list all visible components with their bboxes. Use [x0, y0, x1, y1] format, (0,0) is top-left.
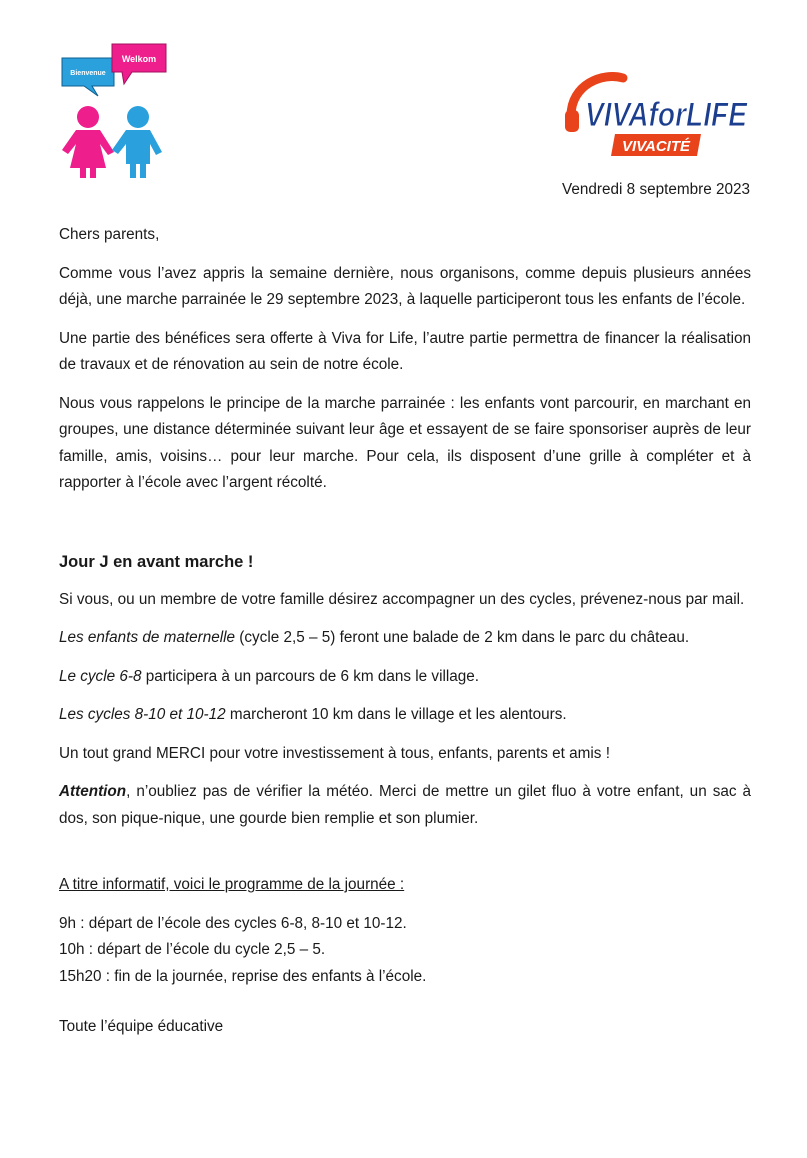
line-cycles-8-12 [59, 702, 751, 729]
blue-speech-bubble [62, 58, 114, 96]
program-title-text: A titre informatif, voici le programme de la journée : [59, 876, 405, 893]
letter-date: Vendredi 8 septembre 2023 [562, 181, 750, 198]
line-cycle-6-8 [59, 664, 751, 691]
viva-main-text: VIVAforLIFE [585, 96, 749, 134]
cycles-8-12-label: Les cycles 8-10 et 10-12 [59, 706, 226, 723]
bubble1-text: Bienvenue [70, 70, 106, 77]
schedule-item: 10h : départ de l’école du cycle 2,5 – 5. [59, 941, 326, 958]
welcome-kids-logo [58, 40, 170, 180]
thanks-line: Un tout grand MERCI pour votre investissement à tous, enfants, parents et amis ! [59, 744, 610, 762]
viva-for-life-logo [563, 68, 753, 160]
paragraph-accompany: Si vous, ou un membre de votre famille désirez accompagner un des cycles, prévenez-nous par mail. [59, 590, 745, 608]
schedule-item: 9h : départ de l’école des cycles 6-8, 8-10 et 10-12. [59, 914, 407, 932]
program-title [59, 872, 751, 899]
maternelle-label: Les enfants de maternelle [59, 629, 236, 646]
schedule-item: 15h20 : fin de la journée, reprise des enfants à l’école. [59, 967, 427, 985]
cycle-6-8-text: participera à un parcours de 6 km dans le village. [141, 667, 480, 685]
letter-body [59, 222, 751, 1041]
cycle-6-8-label: Le cycle 6-8 [59, 667, 142, 685]
attention-paragraph [59, 779, 751, 832]
section-heading: Jour J en avant marche ! [59, 552, 254, 571]
pink-child-figure [62, 106, 114, 178]
attention-label: Attention [59, 783, 127, 800]
pink-speech-bubble [112, 44, 166, 84]
paragraph-intro: Comme vous l’avez appris la semaine dernière, nous organisons, comme depuis plusieurs années déjà, une marche parrainée le 29 septembre 2023, à laquelle participeront tous les enfants de l’école. [59, 264, 751, 308]
paragraph-principle: Nous vous rappelons le principe de la marche parrainée : les enfants vont parcourir, en marchant en groupes, une distance déterminée suivant leur âge et essayent de se faire sponsoriser auprès de leur famille, amis, voisins… pour leur marche. Pour cela, ils disposent d’une grille à compléter et à rapporter à l’école avec l’argent récolté. [59, 394, 751, 491]
kids-illustration [58, 40, 170, 180]
cycles-8-12-text: marcheront 10 km dans le village et les alentours. [225, 706, 567, 723]
maternelle-text: (cycle 2,5 – 5) feront une balade de 2 km dans le parc du château. [235, 629, 690, 646]
bubble2-text: Welkom [121, 54, 157, 64]
viva-logo-graphic [563, 68, 753, 160]
line-maternelle [59, 625, 751, 652]
paragraph-benefits: Une partie des bénéfices sera offerte à Viva for Life, l’autre partie permettra de financer la réalisation de travaux et de rénovation au sein de notre école. [59, 329, 751, 373]
blue-child-figure [112, 106, 162, 178]
attention-text: , n’oubliez pas de vérifier la météo. Merci de mettre un gilet fluo à votre enfant, un sac à dos, son pique-nique, une gourde bien remplie et son plumier. [59, 783, 751, 827]
signature: Toute l’équipe éducative [59, 1018, 224, 1035]
vivacite-text: VIVACITÉ [621, 138, 691, 155]
greeting: Chers parents, [59, 226, 160, 243]
